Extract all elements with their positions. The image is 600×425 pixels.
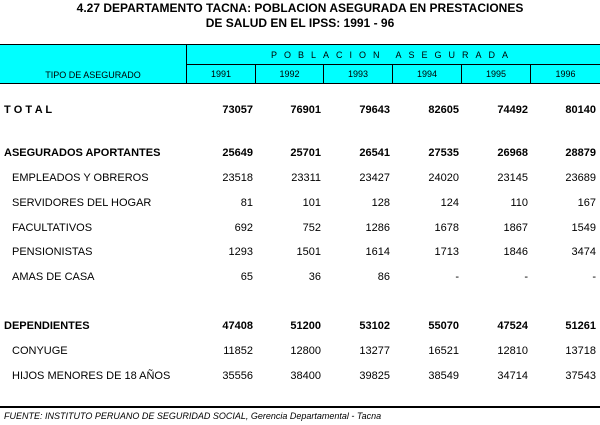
- row-label: AMAS DE CASA: [12, 271, 95, 283]
- cell-value: 51261: [565, 320, 596, 332]
- row-label: FACULTATIVOS: [12, 222, 93, 234]
- cell-value: 1286: [365, 222, 390, 234]
- cell-value: 1293: [228, 246, 253, 258]
- cell-value: 752: [302, 222, 321, 234]
- cell-value: 27535: [428, 147, 459, 159]
- cell-value: 47524: [497, 320, 528, 332]
- header-divider: [186, 64, 600, 65]
- row-label: PENSIONISTAS: [12, 246, 93, 258]
- cell-value: 124: [440, 197, 459, 209]
- table-title-line-2: DE SALUD EN EL IPSS: 1991 - 96: [205, 16, 395, 30]
- cell-value: 86: [377, 271, 390, 283]
- cell-value: 24020: [428, 172, 459, 184]
- cell-value: 79643: [359, 104, 390, 116]
- cell-value: 25701: [290, 147, 321, 159]
- table-title-line-1: 4.27 DEPARTAMENTO TACNA: POBLACION ASEGURADA EN PRESTACIONES: [76, 1, 524, 15]
- cell-value: 82605: [428, 104, 459, 116]
- cell-value: 37543: [565, 370, 596, 382]
- cell-value: 167: [577, 197, 596, 209]
- header-type-label: TIPO DE ASEGURADO: [45, 70, 141, 80]
- row-label: CONYUGE: [12, 345, 68, 357]
- cell-value: -: [455, 271, 459, 283]
- cell-value: 110: [510, 197, 528, 209]
- cell-value: 3474: [571, 246, 596, 258]
- row-label: EMPLEADOS Y OBREROS: [12, 172, 149, 184]
- cell-value: 1867: [503, 222, 528, 234]
- cell-value: 47408: [222, 320, 253, 332]
- cell-value: 23518: [222, 172, 253, 184]
- cell-value: 12800: [290, 345, 321, 357]
- header-year: 1996: [555, 69, 576, 79]
- row-label: SERVIDORES DEL HOGAR: [12, 197, 152, 209]
- table-header: [0, 44, 600, 84]
- header-group-label: POBLACION ASEGURADA: [270, 50, 516, 60]
- table-row: [0, 220, 600, 236]
- table-row: [0, 269, 600, 285]
- cell-value: 12810: [497, 345, 528, 357]
- cell-value: 26541: [359, 147, 390, 159]
- table-row: [0, 244, 600, 260]
- cell-value: 51200: [290, 320, 321, 332]
- cell-value: 55070: [428, 320, 459, 332]
- cell-value: 23689: [565, 172, 596, 184]
- header-year: 1995: [485, 69, 507, 79]
- cell-value: 128: [371, 197, 390, 209]
- cell-value: 23311: [291, 172, 321, 184]
- table-row: [0, 368, 600, 384]
- cell-value: 1501: [296, 246, 321, 258]
- table-row-group: [0, 145, 600, 161]
- header-year: 1991: [210, 69, 232, 79]
- cell-value: 23145: [497, 172, 528, 184]
- cell-value: 38400: [290, 370, 321, 382]
- table-row: [0, 170, 600, 186]
- header-year: 1993: [347, 69, 369, 79]
- cell-value: 1614: [365, 246, 390, 258]
- row-label: ASEGURADOS APORTANTES: [4, 147, 161, 159]
- row-label: DEPENDIENTES: [4, 320, 90, 332]
- cell-value: 13718: [565, 345, 596, 357]
- cell-value: 76901: [290, 104, 321, 116]
- cell-value: 38549: [428, 370, 459, 382]
- header-year: 1994: [416, 69, 438, 79]
- header-year: 1992: [279, 69, 300, 79]
- cell-value: 74492: [497, 104, 528, 116]
- cell-value: 36: [308, 271, 321, 283]
- cell-value: 101: [302, 197, 321, 209]
- table-row-group: [0, 318, 600, 334]
- cell-value: 23427: [359, 172, 390, 184]
- cell-value: 1846: [503, 246, 528, 258]
- table-bottom-rule: [0, 406, 600, 408]
- row-label: T O T A L: [4, 104, 53, 116]
- cell-value: -: [524, 271, 528, 283]
- cell-value: 1678: [434, 222, 459, 234]
- cell-value: 81: [240, 197, 253, 209]
- row-label: HIJOS MENORES DE 18 AÑOS: [12, 370, 171, 382]
- cell-value: 28879: [565, 147, 596, 159]
- cell-value: 692: [234, 222, 253, 234]
- cell-value: 80140: [565, 104, 596, 116]
- table-row: [0, 195, 600, 211]
- cell-value: 73057: [222, 104, 253, 116]
- table-row: [0, 343, 600, 359]
- cell-value: 25649: [222, 147, 253, 159]
- cell-value: 34714: [497, 370, 528, 382]
- table-row-total: [0, 102, 600, 118]
- cell-value: 1713: [434, 246, 459, 258]
- cell-value: 13277: [359, 345, 390, 357]
- cell-value: 39825: [359, 370, 390, 382]
- cell-value: -: [592, 271, 596, 283]
- source-note: FUENTE: INSTITUTO PERUANO DE SEGURIDAD SOCIAL, Gerencia Departamental - Tacna: [4, 411, 382, 421]
- cell-value: 65: [240, 271, 253, 283]
- cell-value: 16521: [428, 345, 459, 357]
- cell-value: 11852: [223, 345, 253, 357]
- cell-value: 53102: [359, 320, 390, 332]
- cell-value: 1549: [571, 222, 596, 234]
- cell-value: 35556: [222, 370, 253, 382]
- cell-value: 26968: [497, 147, 528, 159]
